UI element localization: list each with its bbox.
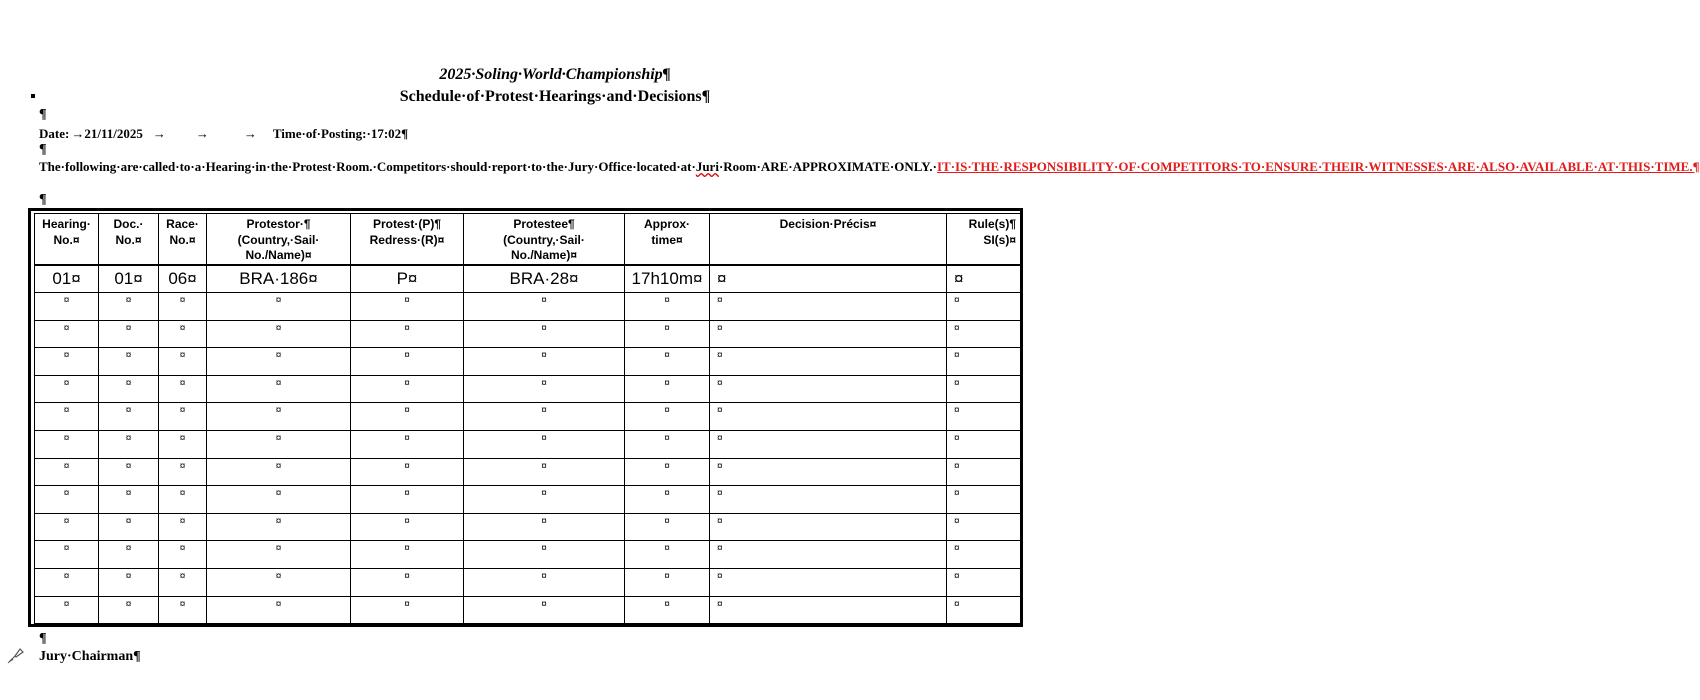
table-row bbox=[35, 293, 1021, 321]
table-cell[interactable]: ¤ bbox=[207, 513, 351, 541]
table-cell[interactable]: ¤ bbox=[35, 320, 99, 348]
table-cell[interactable]: ¤ bbox=[159, 458, 207, 486]
column-header: Protest·(P)¶ Redress·(R)¤ bbox=[351, 214, 464, 266]
table-cell[interactable]: ¤ bbox=[99, 320, 159, 348]
table-cell[interactable]: ¤ bbox=[625, 293, 710, 321]
table-cell[interactable]: ¤ bbox=[99, 596, 159, 624]
table-cell[interactable]: ¤ bbox=[159, 320, 207, 348]
table-cell[interactable]: ¤ bbox=[351, 293, 464, 321]
table-cell[interactable]: ¤ bbox=[625, 596, 710, 624]
table-cell[interactable]: ¤ bbox=[710, 541, 947, 569]
column-header: Rule(s)¶ SI(s)¤ bbox=[947, 214, 1021, 266]
paragraph-mark: ¶ bbox=[39, 631, 47, 646]
table-cell[interactable]: ¤ bbox=[207, 458, 351, 486]
document-subtitle: Schedule·of·Protest·Hearings·and·Decisions¶ bbox=[399, 88, 711, 105]
table-cell[interactable]: ¤ bbox=[464, 293, 625, 321]
table-cell[interactable]: ¤ bbox=[35, 513, 99, 541]
table-cell[interactable]: ¤ bbox=[464, 320, 625, 348]
table-cell[interactable]: ¤ bbox=[464, 513, 625, 541]
table-cell[interactable]: ¤ bbox=[159, 568, 207, 596]
table-cell[interactable]: ¤ bbox=[625, 486, 710, 514]
header-row bbox=[35, 214, 1021, 266]
table-cell[interactable]: P¤ bbox=[351, 265, 464, 293]
table-cell[interactable]: ¤ bbox=[99, 375, 159, 403]
table-cell[interactable]: ¤ bbox=[99, 541, 159, 569]
table-cell[interactable]: ¤ bbox=[947, 265, 1021, 293]
table-cell[interactable]: ¤ bbox=[351, 486, 464, 514]
table-cell[interactable]: ¤ bbox=[464, 458, 625, 486]
table-cell[interactable]: ¤ bbox=[351, 541, 464, 569]
table-cell[interactable]: ¤ bbox=[99, 568, 159, 596]
table-cell[interactable]: ¤ bbox=[159, 293, 207, 321]
table-cell[interactable]: ¤ bbox=[99, 293, 159, 321]
table-cell[interactable]: ¤ bbox=[947, 293, 1021, 321]
table-cell[interactable]: 01¤ bbox=[99, 265, 159, 293]
table-cell[interactable]: ¤ bbox=[207, 568, 351, 596]
table-cell[interactable]: ¤ bbox=[464, 430, 625, 458]
table-cell[interactable]: ¤ bbox=[351, 458, 464, 486]
table-cell[interactable]: ¤ bbox=[99, 513, 159, 541]
date-label: Date: bbox=[39, 126, 70, 141]
table-cell[interactable]: ¤ bbox=[625, 513, 710, 541]
table-cell[interactable]: ¤ bbox=[99, 348, 159, 376]
table-cell[interactable]: ¤ bbox=[625, 541, 710, 569]
table-cell[interactable]: ¤ bbox=[710, 403, 947, 431]
table-cell[interactable]: ¤ bbox=[99, 486, 159, 514]
tab-arrow: → bbox=[195, 126, 209, 141]
table-cell[interactable]: ¤ bbox=[35, 541, 99, 569]
table-cell[interactable]: ¤ bbox=[351, 568, 464, 596]
table-cell[interactable]: 17h10m¤ bbox=[625, 265, 710, 293]
table-cell[interactable]: ¤ bbox=[99, 458, 159, 486]
table-cell[interactable]: ¤ bbox=[710, 375, 947, 403]
table-cell[interactable]: 01¤ bbox=[35, 265, 99, 293]
posting-label: Time·of·Posting: bbox=[272, 126, 367, 141]
table-cell[interactable]: ¤ bbox=[625, 348, 710, 376]
notice-warning: IT·IS·THE·RESPONSIBILITY·OF·COMPETITORS·TO·ENSURE·THEIR·WITNESSES·ARE·ALSO·AVAILABLE·AT·THIS·TIME.¶ bbox=[936, 159, 1700, 174]
table-cell[interactable]: ¤ bbox=[35, 403, 99, 431]
table-cell[interactable]: ¤ bbox=[35, 293, 99, 321]
date-value: 21/11/2025 bbox=[84, 126, 143, 141]
table-cell[interactable]: ¤ bbox=[947, 458, 1021, 486]
paragraph-mark: ¶ bbox=[39, 107, 47, 122]
table-cell[interactable]: ¤ bbox=[625, 375, 710, 403]
posting-value: ·17:02¶ bbox=[366, 126, 409, 141]
table-cell[interactable]: ¤ bbox=[35, 430, 99, 458]
tab-arrow: → bbox=[71, 126, 85, 141]
table-cell[interactable]: ¤ bbox=[710, 568, 947, 596]
table-cell[interactable]: ¤ bbox=[159, 375, 207, 403]
table-cell[interactable]: ¤ bbox=[35, 568, 99, 596]
table-cell[interactable]: ¤ bbox=[159, 596, 207, 624]
table-cell[interactable]: ¤ bbox=[207, 541, 351, 569]
table-row bbox=[35, 568, 1021, 596]
table-cell[interactable]: ¤ bbox=[464, 348, 625, 376]
column-header: Protestor·¶ (Country,·Sail· No./Name)¤ bbox=[207, 214, 351, 266]
table-cell[interactable]: ¤ bbox=[35, 458, 99, 486]
table-cell[interactable]: ¤ bbox=[947, 486, 1021, 514]
notice-text: The·following·are·called·to·a·Hearing·in·the·Protest·Room.·Competitors·should·report·to·the·Jury·Office·located·at· bbox=[39, 159, 696, 174]
column-header: Protestee¶ (Country,·Sail· No./Name)¤ bbox=[464, 214, 625, 266]
table-row bbox=[35, 486, 1021, 514]
table-cell[interactable]: ¤ bbox=[947, 375, 1021, 403]
table-cell[interactable]: ¤ bbox=[207, 375, 351, 403]
table-cell[interactable]: ¤ bbox=[351, 513, 464, 541]
table-cell[interactable]: ¤ bbox=[464, 541, 625, 569]
table-cell[interactable]: ¤ bbox=[947, 403, 1021, 431]
table-cell[interactable]: ¤ bbox=[625, 403, 710, 431]
table-cell[interactable]: ¤ bbox=[207, 596, 351, 624]
table-cell[interactable]: ¤ bbox=[947, 430, 1021, 458]
table-cell[interactable]: BRA·186¤ bbox=[207, 265, 351, 293]
table-cell[interactable]: ¤ bbox=[207, 430, 351, 458]
notice-paragraph bbox=[39, 159, 1700, 176]
table-cell[interactable]: ¤ bbox=[351, 320, 464, 348]
table-cell[interactable]: ¤ bbox=[159, 541, 207, 569]
table-cell[interactable]: ¤ bbox=[207, 486, 351, 514]
table-cell[interactable]: ¤ bbox=[710, 458, 947, 486]
table-cell[interactable]: ¤ bbox=[947, 596, 1021, 624]
table-cell[interactable]: ¤ bbox=[159, 513, 207, 541]
hearings-table bbox=[34, 213, 1021, 624]
table-cell[interactable]: ¤ bbox=[464, 568, 625, 596]
table-cell[interactable]: ¤ bbox=[207, 348, 351, 376]
table-cell[interactable]: ¤ bbox=[159, 403, 207, 431]
column-header: Race· No.¤ bbox=[159, 214, 207, 266]
table-cell[interactable]: ¤ bbox=[35, 375, 99, 403]
table-cell[interactable]: ¤ bbox=[625, 320, 710, 348]
column-header: Approx· time¤ bbox=[625, 214, 710, 266]
table-cell[interactable]: ¤ bbox=[625, 568, 710, 596]
table-cell[interactable]: ¤ bbox=[351, 348, 464, 376]
table-cell[interactable]: ¤ bbox=[710, 513, 947, 541]
table-row bbox=[35, 458, 1021, 486]
table-cell[interactable]: ¤ bbox=[710, 293, 947, 321]
table-row bbox=[35, 430, 1021, 458]
table-cell[interactable]: ¤ bbox=[710, 348, 947, 376]
table-cell[interactable]: ¤ bbox=[99, 403, 159, 431]
table-cell[interactable]: ¤ bbox=[625, 458, 710, 486]
paragraph-mark: ¶ bbox=[39, 192, 47, 207]
table-row bbox=[35, 596, 1021, 624]
table-row bbox=[35, 513, 1021, 541]
table-cell[interactable]: ¤ bbox=[947, 568, 1021, 596]
table-cell[interactable]: ¤ bbox=[159, 348, 207, 376]
table-cell[interactable]: BRA·28¤ bbox=[464, 265, 625, 293]
column-header: Doc.· No.¤ bbox=[99, 214, 159, 266]
tab-arrow: → bbox=[243, 126, 257, 141]
document-title: 2025·Soling·World·Championship¶ bbox=[439, 66, 671, 83]
table-cell[interactable]: ¤ bbox=[99, 430, 159, 458]
tab-arrow: → bbox=[152, 126, 166, 141]
table-row bbox=[35, 265, 1021, 293]
table-cell[interactable]: ¤ bbox=[710, 265, 947, 293]
table-cell[interactable]: ¤ bbox=[464, 403, 625, 431]
table-cell[interactable]: ¤ bbox=[207, 320, 351, 348]
table-row bbox=[35, 541, 1021, 569]
column-header: Decision·Précis¤ bbox=[710, 214, 947, 266]
table-cell[interactable]: ¤ bbox=[35, 596, 99, 624]
table-cell[interactable]: ¤ bbox=[710, 430, 947, 458]
table-cell[interactable]: ¤ bbox=[464, 375, 625, 403]
table-row bbox=[35, 348, 1021, 376]
table-cell[interactable]: 06¤ bbox=[159, 265, 207, 293]
table-cell[interactable]: ¤ bbox=[947, 541, 1021, 569]
table-cell[interactable]: ¤ bbox=[710, 596, 947, 624]
notice-text-2: ·Room·ARE·APPROXIMATE·ONLY.· bbox=[718, 159, 937, 174]
table-cell[interactable]: ¤ bbox=[35, 348, 99, 376]
paragraph-mark: ¶ bbox=[39, 142, 47, 157]
pen-nib-icon bbox=[6, 645, 26, 665]
table-cell[interactable]: ¤ bbox=[159, 430, 207, 458]
table-row bbox=[35, 375, 1021, 403]
table-cell[interactable]: ¤ bbox=[625, 430, 710, 458]
table-row bbox=[35, 403, 1021, 431]
jury-chairman-label: Jury·Chairman¶ bbox=[39, 649, 141, 664]
notice-juri: Juri bbox=[695, 159, 719, 174]
table-row bbox=[35, 320, 1021, 348]
table-cell[interactable]: ¤ bbox=[947, 348, 1021, 376]
table-cell[interactable]: ¤ bbox=[351, 596, 464, 624]
table-cell[interactable]: ¤ bbox=[464, 596, 625, 624]
table-cell[interactable]: ¤ bbox=[947, 513, 1021, 541]
table-cell[interactable]: ¤ bbox=[35, 486, 99, 514]
table-cell[interactable]: ¤ bbox=[464, 486, 625, 514]
table-cell[interactable]: ¤ bbox=[207, 293, 351, 321]
table-cell[interactable]: ¤ bbox=[351, 430, 464, 458]
table-cell[interactable]: ¤ bbox=[710, 486, 947, 514]
table-cell[interactable]: ¤ bbox=[947, 320, 1021, 348]
column-header: Hearing· No.¤ bbox=[35, 214, 99, 266]
table-cell[interactable]: ¤ bbox=[710, 320, 947, 348]
table-cell[interactable]: ¤ bbox=[159, 486, 207, 514]
date-line bbox=[39, 126, 408, 142]
table-cell[interactable]: ¤ bbox=[351, 375, 464, 403]
table-cell[interactable]: ¤ bbox=[351, 403, 464, 431]
table-cell[interactable]: ¤ bbox=[207, 403, 351, 431]
